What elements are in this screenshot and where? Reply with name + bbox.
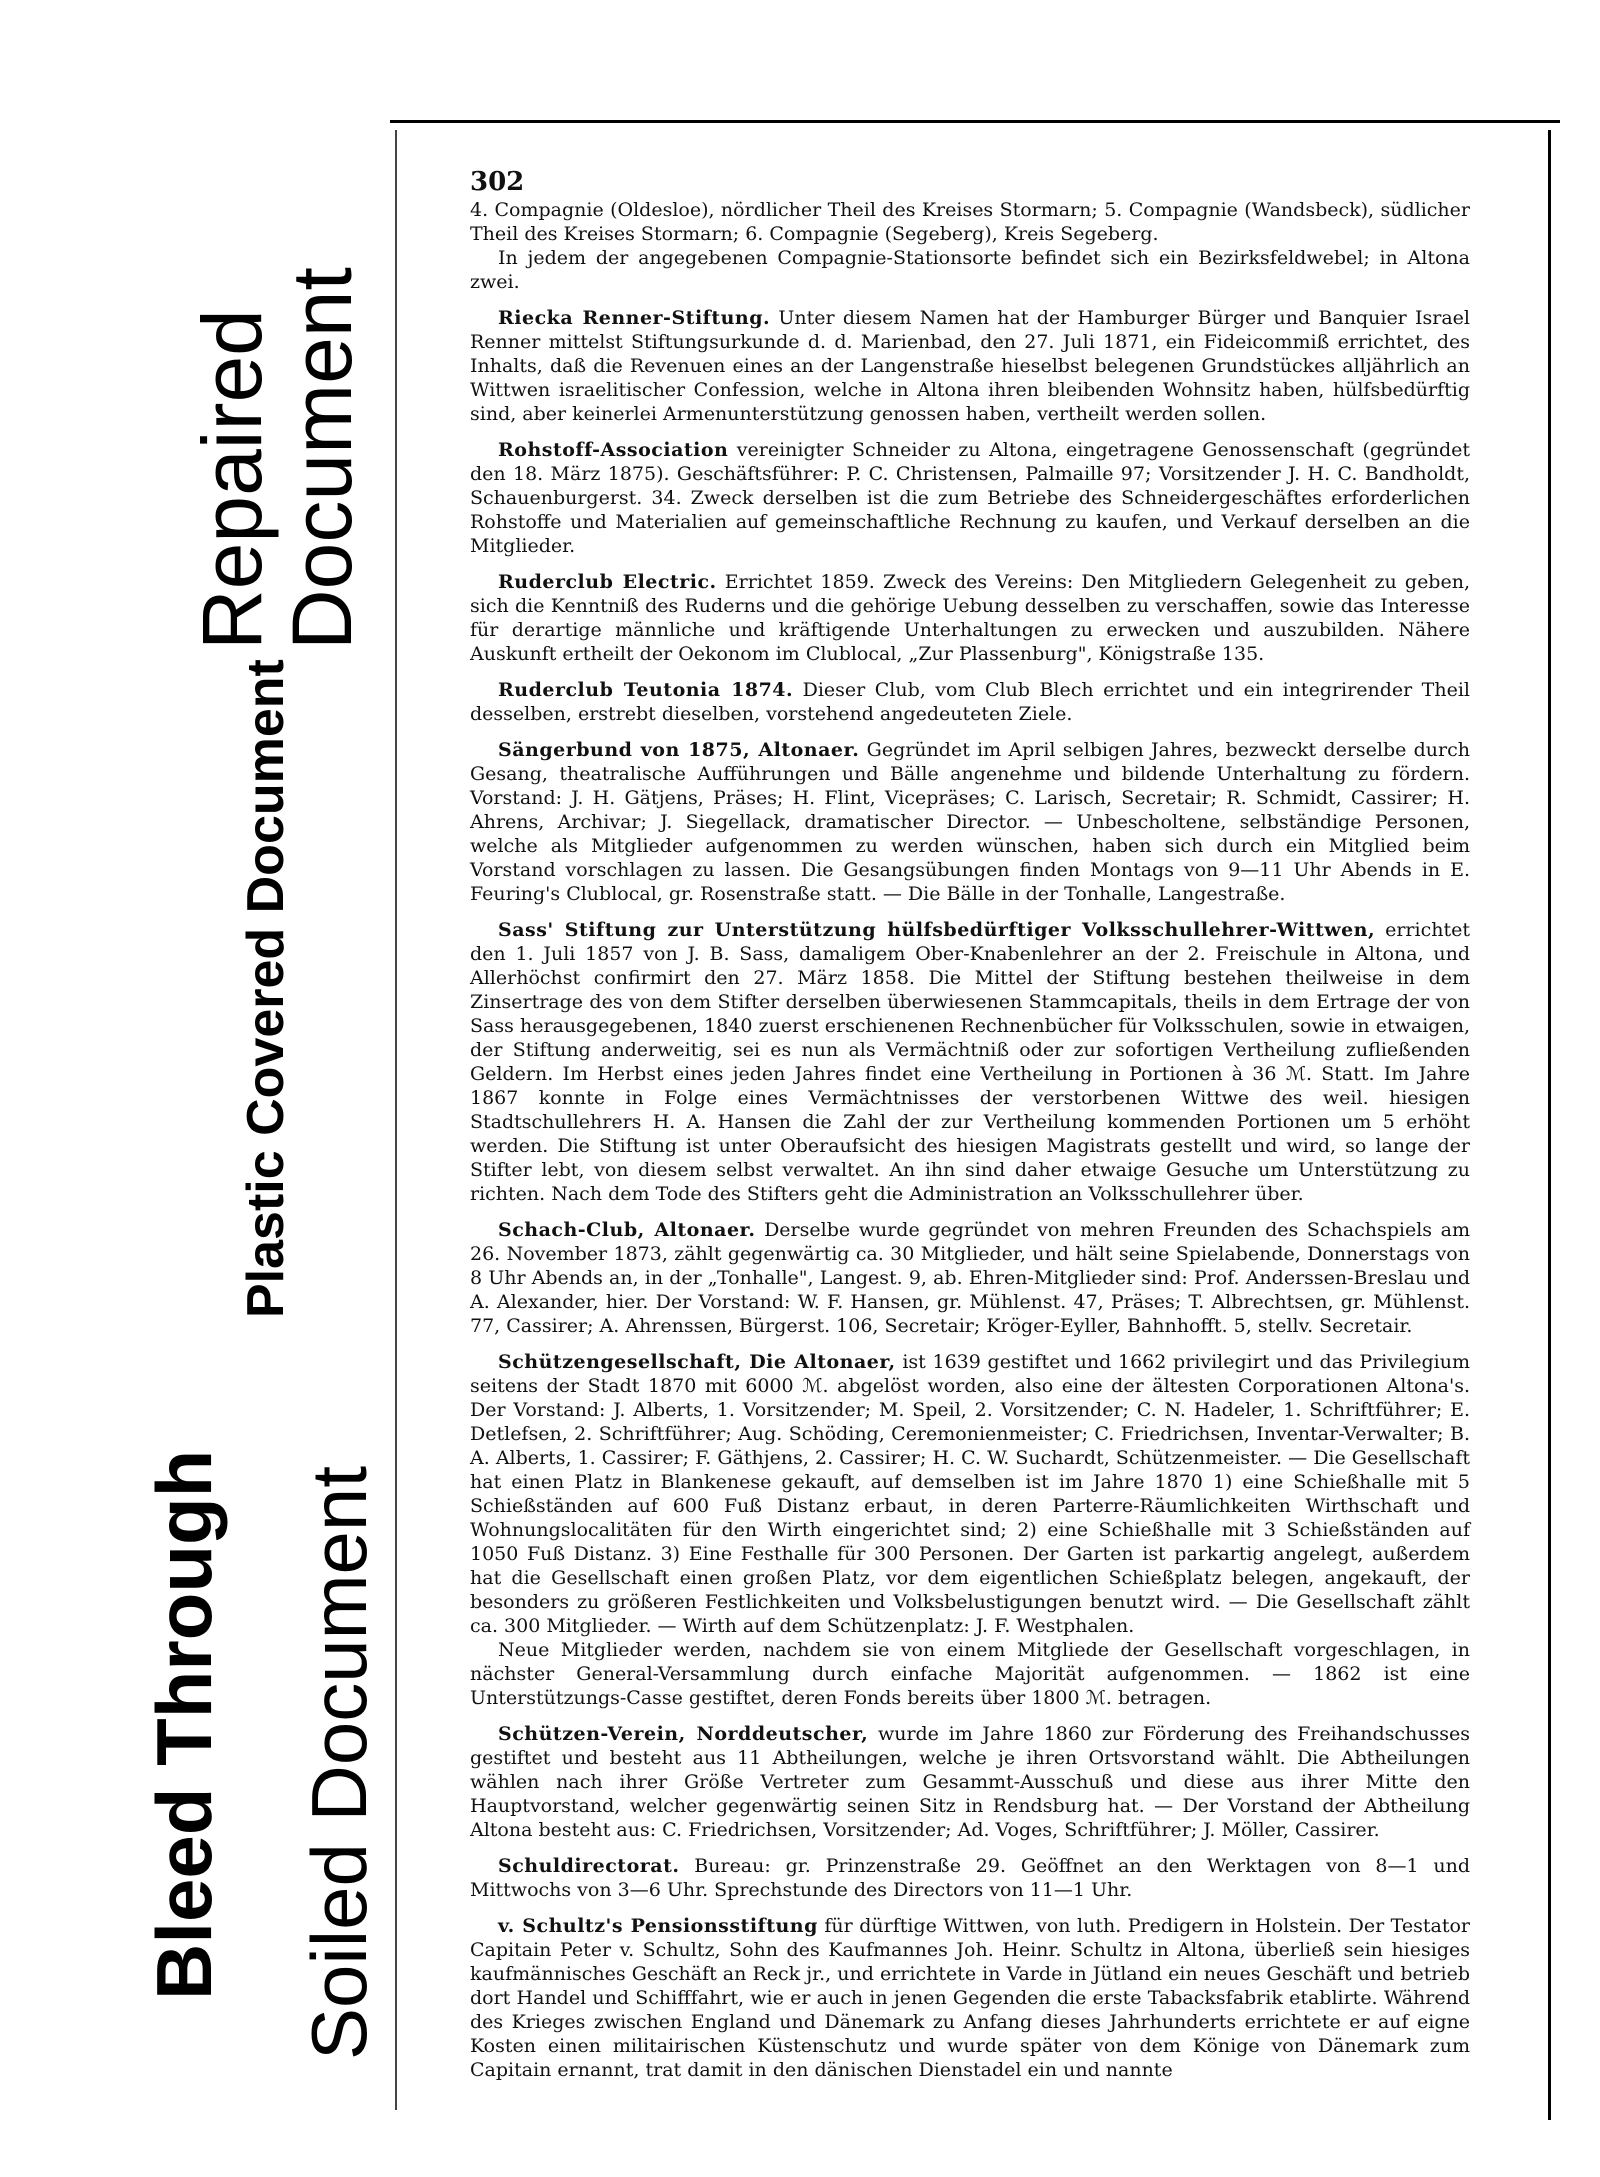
paragraph [470,570,1470,666]
entry-text: Derselbe wurde gegründet von mehren Freunden des Schachspiels am 26. November 1873, zählt gegenwärtig ca. 30 Mitglieder, und hält seine Spielabende, Donnerstags von 8 Uhr Abends an, in der „Tonhalle", Langest. 9, ab. Ehren-Mitglieder sind: Prof. Anderssen-Breslau und A. Alexander, hier. Der Vorstand: W. F. Hansen, gr. Mühlenst. 47, Präses; T. Albrechtsen, gr. Mühlenst. 77, Cassirer; A. Ahrenssen, Bürgerst. 106, Secretair; Kröger-Eyller, Bahnhofft. 5, stellv. Secretair. [470,1219,1470,1337]
entry-schultz-pensionsstiftung [470,1914,1470,2082]
paragraph: In jedem der angegebenen Compagnie-Stationsorte befindet sich ein Bezirksfeldwebel; in Altona zwei. [470,247,1470,293]
entry-text: Errichtet 1859. Zweck des Vereins: Den Mitgliedern Gelegenheit zu geben, sich die Kenntniß des Ruderns und die gehörige Uebung desselben zu verschaffen, sowie das Interesse für derartige männliche und kräftigende Unterhaltungen zu erwecken und auszubilden. Nähere Auskunft ertheilt der Oekonom im Clublocal, „Zur Plassenburg", Königstraße 135. [470,571,1470,665]
paragraph [470,1218,1470,1338]
entry-text: Gegründet im April selbigen Jahres, bezweckt derselbe durch Gesang, theatralische Aufführungen und Bälle angenehme und bildende Unterhaltung zu fördern. Vorstand: J. H. Gätjens, Präses; H. Flint, Vicepräses; C. Larisch, Secretair; R. Schmidt, Cassirer; H. Ahrens, Archivar; J. Siegellack, dramatischer Director. — Unbescholtene, selbständige Personen, welche als Mitglieder aufgenommen zu werden wünschen, haben sich durch ein Mitglied beim Vorstand vorschlagen zu lassen. Die Gesangsübungen finden Montags von 9—11 Uhr Abends in E. Feuring's Clublocal, gr. Rosenstraße statt. — Die Bälle in der Tonhalle, Langestraße. [470,739,1470,905]
paragraph [470,678,1470,726]
paragraph [470,1722,1470,1842]
stamp-repaired: Repaired [185,309,279,650]
entry-sass-stiftung [470,918,1470,1206]
entry-heading: Schuldirectorat. [498,1855,680,1877]
entry-schach-club [470,1218,1470,1338]
entry-rohstoff-association [470,438,1470,558]
entry-heading: Schützen-Verein, Norddeutscher, [498,1723,869,1745]
paragraph [470,738,1470,906]
entry-heading: Rohstoff-Association [498,439,729,461]
page-edge-right [1548,130,1551,2120]
stamp-document: Document [275,267,369,650]
entry-text: Bureau: gr. Prinzenstraße 29. Geöffnet an den Werktagen von 8—1 und Mittwochs von 3—6 Uhr. Sprechstunde des Directors von 11—1 Uhr. [470,1855,1470,1901]
paragraph: Neue Mitglieder werden, nachdem sie von einem Mitgliede der Gesellschaft vorgeschlagen, in nächster General-Versammlung durch einfache Majorität aufgenommen. — 1862 ist eine Unterstützungs-Casse gestiftet, deren Fonds bereits über 1800 ℳ. betragen. [470,1639,1470,1709]
entry-saengerbund [470,738,1470,906]
entry-text: wurde im Jahre 1860 zur Förderung des Freihandschusses gestiftet und besteht aus 11 Abtheilungen, welche je ihren Ortsvorstand wählt. Die Abtheilungen wählen nach ihrer Größe Vertreter zum Gesammt-Ausschuß und diese aus ihrer Mitte den Hauptvorstand, welcher gegenwärtig seinen Sitz in Rendsburg hat. — Der Vorstand der Abtheilung Altona besteht aus: C. Friedrichsen, Vorsitzender; Ad. Voges, Schriftführer; J. Möller, Cassirer. [470,1723,1471,1841]
entry-heading: v. Schultz's Pensionsstiftung [498,1915,818,1937]
document-page [470,167,1471,2090]
entry-schuetzengesellschaft [470,1350,1470,1710]
stamp-bleed-through: Bleed Through [140,1449,228,2000]
stamp-soiled-document: Soiled Document [295,1466,383,2060]
paragraph: 4. Compagnie (Oldesloe), nördlicher Theil des Kreises Stormarn; 5. Compagnie (Wandsbeck), südlicher Theil des Kreises Stormarn; 6. Compagnie (Segeberg), Kreis Segeberg. [470,199,1470,245]
entry-heading: Sängerbund von 1875, Altonaer. [498,739,860,761]
entry-text: vereinigter Schneider zu Altona, eingetragene Genossenschaft (gegründet den 18. März 1875). Geschäftsführer: P. C. Christensen, Palmaille 97; Vorsitzender J. H. C. Bandholdt, Schauenburgerst. 34. Zweck derselben ist die zum Betriebe des Schneidergeschäftes erforderlichen Rohstoffe und Materialien auf gemeinschaftliche Rechnung zu kaufen, und Verkauf derselben an die Mitglieder. [470,439,1470,557]
paragraph [470,1350,1470,1638]
entry-compagnie [470,198,1470,294]
paragraph [470,1854,1470,1902]
page-number: 302 [470,167,525,197]
entry-heading: Sass' Stiftung zur Unterstützung hülfsbedürftiger Volksschullehrer-Wittwen, [498,919,1376,941]
entry-heading: Ruderclub Electric. [498,571,717,593]
entry-text: errichtet den 1. Juli 1857 von J. B. Sass, damaligem Ober-Knabenlehrer an der 2. Freischule in Altona, und Allerhöchst confirmirt den 27. März 1858. Die Mittel der Stiftung bestehen theilweise in dem Zinsertrage des von dem Stifter derselben überwiesenen Stammcapitals, theils in dem Ertrage der von Sass herausgegebenen, 1840 zuerst erschienenen Rechnenbücher für Volksschulen, sowie in etwaigen, der Stiftung anderweitig, sei es nun als Vermächtniß oder zur sofortigen Vertheilung zufließenden Geldern. Im Herbst eines jeden Jahres findet eine Vertheilung in Portionen à 36 ℳ. Statt. Im Jahre 1867 konnte in Folge eines Vermächtnisses der verstorbenen Wittwe des weil. hiesigen Stadtschullehrers H. A. Hansen die Zahl der zur Vertheilung kommenden Portionen um 5 erhöht werden. Die Stiftung ist unter Oberaufsicht des hiesigen Magistrats gestellt und wird, so lange der Stifter lebt, von diesem selbst verwaltet. An ihn sind daher etwaige Gesuche um Unterstützung zu richten. Nach dem Tode des Stifters geht die Administration an Volksschullehrer über. [470,919,1470,1205]
stamp-plastic-covered: Plastic Covered Document [237,659,295,1318]
entry-renner-stiftung [470,306,1470,426]
entry-heading: Riecka Renner-Stiftung. [498,307,771,329]
entry-schuldirectorat [470,1854,1470,1902]
entry-heading: Schach-Club, Altonaer. [498,1219,756,1241]
paragraph [470,1914,1470,2082]
entry-ruderclub-electric [470,570,1470,666]
paragraph [470,438,1470,558]
page-edge-top [390,120,1560,123]
entry-text: Unter diesem Namen hat der Hamburger Bürger und Banquier Israel Renner mittelst Stiftungsurkunde d. d. Marienbad, den 27. Juli 1871, ein Fideicommiß errichtet, des Inhalts, daß die Revenuen eines an der Langenstraße hieselbst belegenen Grundstückes alljährlich an Wittwen israelitischer Confession, welche in Altona ihren bleibenden Wohnsitz haben, hülfsbedürftig sind, aber keinerlei Armenunterstützung genossen haben, vertheilt werden sollen. [470,307,1470,425]
paragraph [470,306,1470,426]
paragraph [470,918,1470,1206]
page-edge-left [395,130,397,2110]
entry-text: Dieser Club, vom Club Blech errichtet und ein integrirender Theil desselben, erstrebt dieselben, vorstehend angedeuteten Ziele. [470,679,1470,725]
entry-schuetzen-verein [470,1722,1470,1842]
entry-text: ist 1639 gestiftet und 1662 privilegirt und das Privilegium seitens der Stadt 1870 mit 6000 ℳ. abgelöst worden, also eine der ältesten Corporationen Altona's. Der Vorstand: J. Alberts, 1. Vorsitzender; M. Speil, 2. Vorsitzender; C. N. Hadeler, 1. Schriftführer; E. Detlefsen, 2. Schriftführer; Aug. Schöding, Ceremonienmeister; C. Friedrichsen, Inventar-Verwalter; B. A. Alberts, 1. Cassirer; F. Gäthjens, 2. Cassirer; H. C. W. Suchardt, Schützenmeister. — Die Gesellschaft hat einen Platz in Blankenese gekauft, auf demselben ist im Jahre 1870 1) eine Schießhalle mit 5 Schießständen auf 600 Fuß Distanz erbaut, in deren Parterre-Räumlichkeiten Wirthschaft und Wohnungslocalitäten für den Wirth eingerichtet sind; 2) eine Schießhalle mit 3 Schießständen auf 1050 Fuß Distanz. 3) Eine Festhalle für 300 Personen. Der Garten ist parkartig angelegt, außerdem hat die Gesellschaft einen großen Platz, vor dem eigentlichen Schießplatz belegen, angekauft, der besonders zu größeren Festlichkeiten und Volksbelustigungen benutzt wird. — Die Gesellschaft zählt ca. 300 Mitglieder. — Wirth auf dem Schützenplatz: J. F. Westphalen. [470,1351,1470,1637]
entry-ruderclub-teutonia [470,678,1470,726]
entry-heading: Ruderclub Teutonia 1874. [498,679,794,701]
entry-heading: Schützengesellschaft, Die Altonaer, [498,1351,896,1373]
entry-text: für dürftige Wittwen, von luth. Predigern in Holstein. Der Testator Capitain Peter v. Schultz, Sohn des Kaufmannes Joh. Heinr. Schultz in Altona, überließ sein hiesiges kaufmännisches Geschäft an Reck jr., und errichtete in Varde in Jütland ein neues Geschäft und betrieb dort Handel und Schifffahrt, wie er auch in jenen Gegenden die erste Tabacksfabrik etablirte. Während des Krieges zwischen England und Dänemark zu Anfang dieses Jahrhunderts errichtete er auf eigne Kosten einen militairischen Küstenschutz und wurde später von dem Könige von Dänemark zum Capitain ernannt, trat damit in den dänischen Dienstadel ein und nannte [470,1915,1470,2081]
